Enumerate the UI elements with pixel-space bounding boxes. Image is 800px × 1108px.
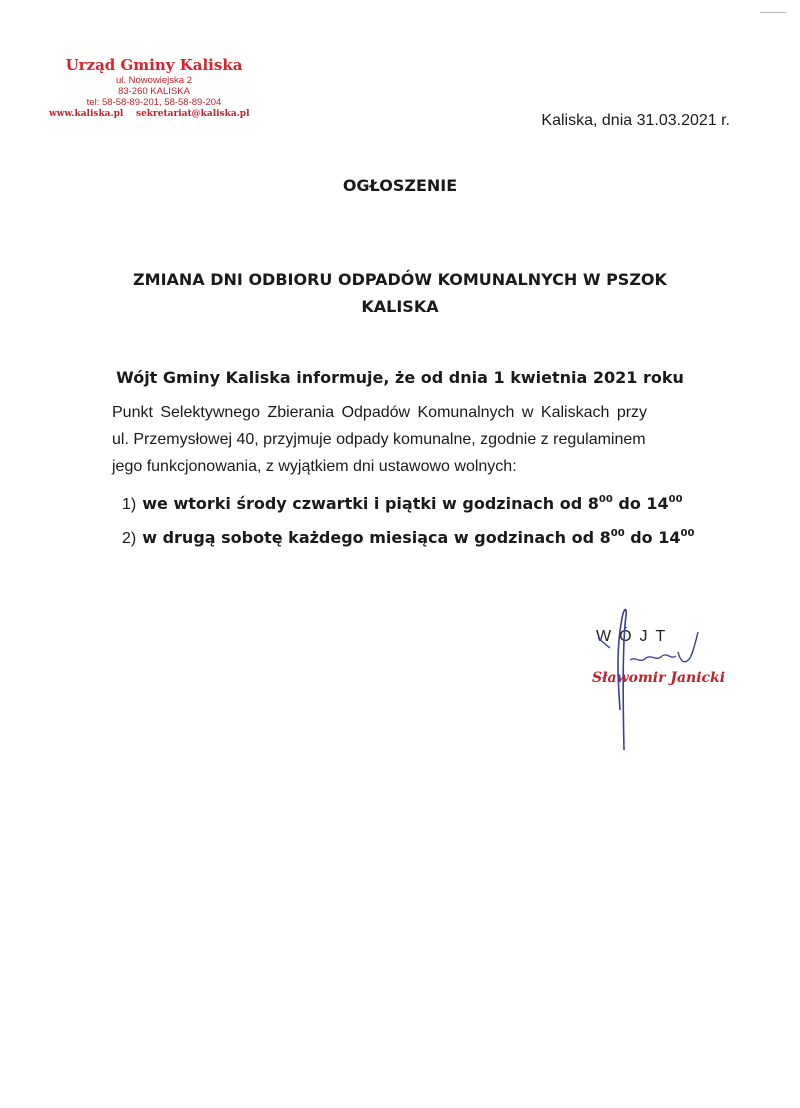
- stamp-postal: 83-260 KALISKA: [118, 86, 190, 97]
- list-item-number: 1): [122, 496, 137, 513]
- stamp-email: sekretariat@kaliska.pl: [136, 109, 250, 119]
- stamp-website: www.kaliska.pl: [49, 109, 124, 119]
- signature-name: Sławomir Janicki: [592, 670, 726, 686]
- document-date: Kaliska, dnia 31.03.2021 r.: [541, 112, 730, 129]
- stamp-phone: tel: 58-58-89-201, 58-58-89-204: [86, 97, 222, 108]
- subheading-line-1: ZMIANA DNI ODBIORU ODPADÓW KOMUNALNYCH W PSZOK: [133, 270, 667, 289]
- list-item: [122, 528, 694, 548]
- list-item-text: w drugą sobotę każdego miesiąca w godzinach od $8^{00}$ do $14^{00}$: [142, 528, 695, 547]
- list-item-number: 2): [122, 530, 137, 547]
- list-item-text: we wtorki środy czwartki i piątki w godzinach od $8^{00}$ do $14^{00}$: [142, 494, 683, 513]
- body-line-2: ul. Przemysłowej 40, przyjmuje odpady komunalne, zgodnie z regulaminem: [112, 431, 646, 448]
- body-line-3: jego funkcjonowania, z wyjątkiem dni ustawowo wolnych:: [112, 458, 517, 475]
- body-line-1: Punkt Selektywnego Zbierania Odpadów Komunalnych w Kaliskach przy: [112, 404, 648, 421]
- lead-sentence: Wójt Gminy Kaliska informuje, że od dnia 1 kwietnia 2021 roku: [116, 368, 684, 387]
- signature-title: WÓJT: [596, 628, 674, 645]
- handwritten-signature: [580, 600, 710, 750]
- document-heading: OGŁOSZENIE: [342, 176, 458, 195]
- scan-mark: [760, 12, 786, 13]
- stamp-street: ul. Nowowiejska 2: [115, 75, 193, 86]
- list-item: [122, 494, 683, 514]
- stamp-org-name: Urząd Gminy Kaliska: [65, 56, 243, 74]
- subheading-line-2: KALISKA: [361, 297, 439, 316]
